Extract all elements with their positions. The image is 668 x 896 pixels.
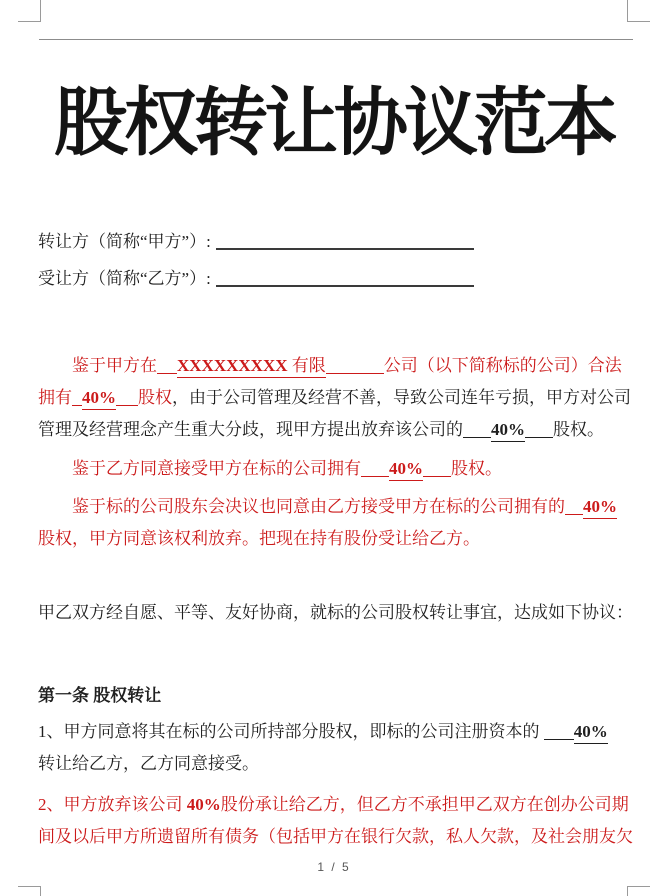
fill-in-blank-line (463, 420, 491, 438)
fill-in-blank-line (544, 722, 574, 740)
text-run: 转让给乙方，乙方同意接受。 (38, 754, 259, 773)
text-run: 股权，甲方同意该权利放弃。把现在持有股份受让给乙方。 (38, 529, 480, 548)
heading-article-1 (38, 680, 638, 712)
text-run: 40% (491, 420, 525, 442)
text-line (38, 716, 638, 748)
paragraph-clause-1 (38, 716, 638, 780)
text-run: 公司（以下简称标的公司）合法 (383, 356, 622, 375)
margin-crop-mark-top-left (18, 0, 41, 22)
field-transferor-blank-line (216, 231, 474, 250)
text-line (38, 453, 638, 485)
text-run: 40% (389, 459, 423, 481)
header-rule (39, 39, 633, 40)
text-run: 股权 (138, 388, 172, 407)
text-run: 40% (186, 795, 221, 814)
fill-in-blank-line (72, 388, 82, 406)
text-line (38, 491, 638, 523)
margin-crop-mark-bottom-right (627, 886, 650, 896)
text-run: 股份承让给乙方，但乙方不承担甲乙双方在创办公司期 (220, 795, 629, 814)
text-run: 股权。 (553, 420, 604, 439)
field-transferor-label: 转让方（简称“甲方”）: (38, 232, 211, 251)
text-run: 40% (574, 722, 608, 744)
text-run: 鉴于标的公司股东会决议也同意由乙方接受甲方在标的公司拥有的 (72, 497, 565, 516)
fill-in-blank-line (157, 356, 177, 374)
paragraph-clause-2 (38, 789, 638, 853)
text-run: ，由于公司管理及经营不善，导致公司连年亏损，甲方对公司 (172, 388, 631, 407)
text-line (38, 748, 638, 780)
fill-in-blank-line (525, 420, 553, 438)
text-run: 拥有 (38, 388, 72, 407)
text-run: 40% (82, 388, 116, 410)
fill-in-blank-line (361, 459, 389, 477)
paragraph-whereas-party-b (38, 453, 638, 485)
text-run: 甲乙双方经自愿、平等、友好协商，就标的公司股权转让事宜，达成如下协议： (38, 603, 633, 622)
text-line (38, 350, 638, 382)
text-line (38, 523, 638, 555)
text-run: 有限 (288, 356, 326, 378)
text-run: 鉴于乙方同意接受甲方在标的公司拥有 (72, 459, 361, 478)
text-run: 40% (583, 497, 617, 519)
field-transferee-label: 受让方（简称“乙方”）: (38, 269, 211, 288)
margin-crop-mark-top-right (627, 0, 650, 22)
text-line (38, 414, 638, 446)
fill-in-blank-line (565, 497, 583, 515)
paragraph-agreement-intro (38, 597, 638, 629)
paragraph-whereas-party-a (38, 350, 638, 446)
document-title: 股权转让协议范本 (54, 83, 614, 165)
page-number: 1 / 5 (317, 860, 351, 874)
paragraph-whereas-shareholders (38, 491, 638, 555)
text-run: 2、甲方放弃该公司 (38, 795, 187, 814)
text-run: 间及以后甲方所遗留所有债务（包括甲方在银行欠款，私人欠款，及社会朋友欠 (38, 827, 633, 846)
text-run: 管理及经营理念产生重大分歧，现甲方提出放弃该公司的 (38, 420, 463, 439)
text-run: 第一条 股权转让 (38, 686, 162, 705)
text-line (38, 789, 638, 821)
text-line (38, 821, 638, 853)
fill-in-blank-line (423, 459, 451, 477)
margin-crop-mark-bottom-left (18, 886, 41, 896)
text-line (38, 597, 638, 629)
text-run: XXXXXXXXX (177, 356, 288, 378)
fill-in-blank-line (326, 356, 384, 374)
text-line (38, 382, 638, 414)
text-run: 鉴于甲方在 (72, 356, 157, 375)
field-transferor (38, 229, 630, 255)
field-transferee (38, 266, 630, 292)
text-run: 股权。 (451, 459, 502, 478)
fill-in-blank-line (116, 388, 138, 406)
text-run: 1、甲方同意将其在标的公司所持部分股权，即标的公司注册资本的 (38, 722, 544, 741)
text-line (38, 680, 638, 712)
field-transferee-blank-line (216, 268, 474, 287)
